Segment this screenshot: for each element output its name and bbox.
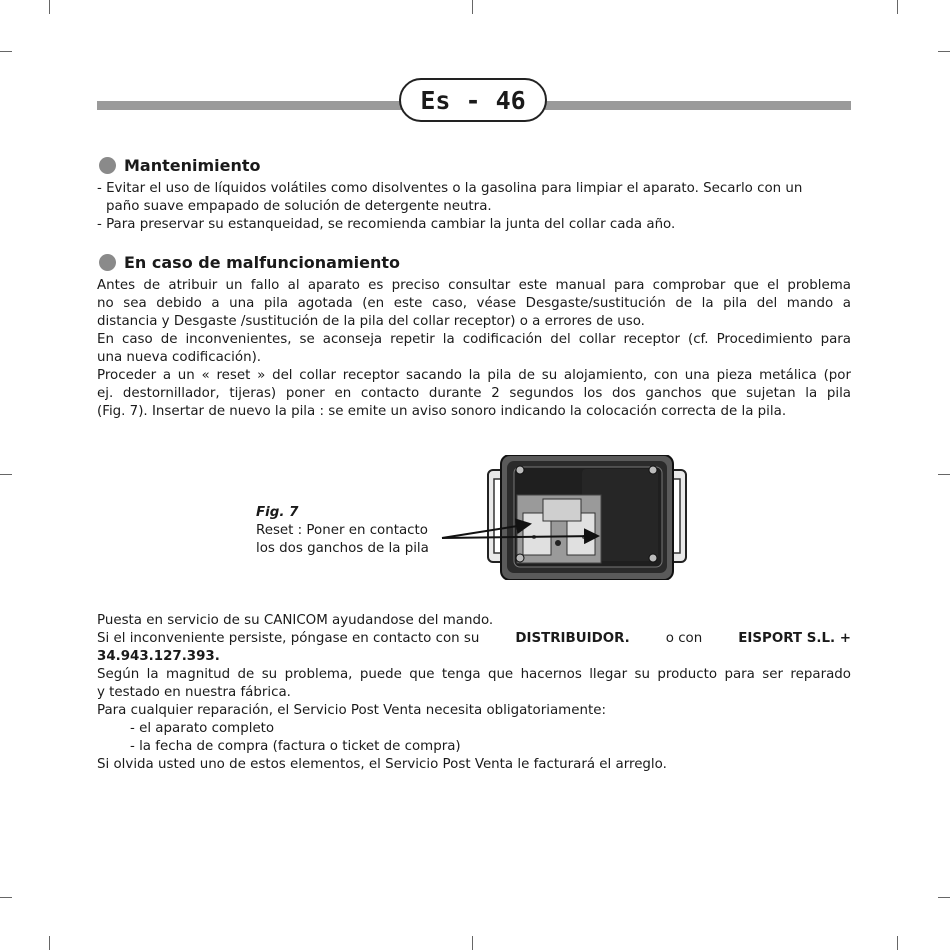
crop-mark [938,897,950,898]
figure-label: Fig. 7 [256,505,299,520]
text-line: - Evitar el uso de líquidos volátiles como disolventes o la gasolina para limpiar el aparato. Secarlo con un [97,181,803,196]
malfunction-paragraph [97,277,851,421]
section-title-malfunction [99,253,400,272]
bullet-icon [99,254,116,271]
company-text: EISPORT S.L. + [738,631,851,646]
text-line: y testado en nuestra fábrica. [97,685,291,700]
list-item: - la fecha de compra (factura o ticket de compra) [130,739,461,754]
bullet-icon [99,157,116,174]
phone-number: 34.943.127.393. [97,649,220,664]
header-rule-right [545,101,851,110]
crop-mark [897,936,898,950]
text-line: no sea debido a una pila agotada (en este caso, véase Desgaste/sustitución de la pila del mando a [97,296,851,311]
text-line: Para cualquier reparación, el Servicio Post Venta necesita obligatoriamente: [97,703,606,718]
figure-caption [256,504,429,558]
maintenance-paragraph [97,180,851,234]
crop-mark [897,0,898,14]
text-line: Si olvida usted uno de estos elementos, el Servicio Post Venta le facturará el arreglo. [97,757,667,772]
crop-mark [472,936,473,950]
text-line: Proceder a un « reset » del collar receptor sacando la pila de su alojamiento, con una pieza metálica (por [97,368,851,383]
text-line: Antes de atribuir un fallo al aparato es preciso consultar este manual para comprobar que el problema [97,278,851,293]
text-line: distancia y Desgaste /sustitución de la pila del collar receptor) o a errores de uso. [97,314,645,329]
header-rule-left [97,101,402,110]
arrow-icon [442,524,530,538]
section-title-text: En caso de malfuncionamiento [124,253,401,272]
figure-pointer-arrows [440,510,610,560]
figure-caption-line: los dos ganchos de la pila [256,541,429,556]
text-line: ej. destornillador, tijeras) poner en contacto durante 2 segundos los dos ganchos que sujetan la pila [97,386,851,401]
text-line: - Para preservar su estanqueidad, se recomienda cambiar la junta del collar cada año. [97,217,676,232]
text-span: o con [665,631,703,646]
crop-mark [49,936,50,950]
text-line: paño suave empapado de solución de detergente neutra. [106,199,492,214]
crop-mark [0,51,12,52]
text-line: una nueva codificación). [97,350,262,365]
crop-mark [0,474,12,475]
text-line: En caso de inconvenientes, se aconseja repetir la codificación del collar receptor (cf. Procedimiento para [97,332,851,347]
distributor-text: DISTRIBUIDOR. [515,631,630,646]
text-line [97,630,851,648]
crop-mark [49,0,50,14]
page-number-badge: Es - 46 [399,78,547,122]
text-span: Si el inconveniente persiste, póngase en contacto con su [97,631,480,646]
text-line [97,648,851,666]
crop-mark [938,474,950,475]
text-line: Puesta en servicio de su CANICOM ayudandose del mando. [97,613,494,628]
section-title-text: Mantenimiento [124,156,261,175]
arrow-icon [442,536,598,538]
text-line: (Fig. 7). Insertar de nuevo la pila : se emite un aviso sonoro indicando la colocación correcta de la pila. [97,404,787,419]
crop-mark [0,897,12,898]
crop-mark [938,51,950,52]
text-line: Según la magnitud de su problema, puede que tenga que hacernos llegar su producto para ser reparado [97,667,851,682]
crop-mark [472,0,473,14]
list-item: - el aparato completo [130,721,275,736]
section-title-maintenance [99,156,261,175]
service-paragraph [97,612,851,774]
figure-caption-line: Reset : Poner en contacto [256,523,428,538]
